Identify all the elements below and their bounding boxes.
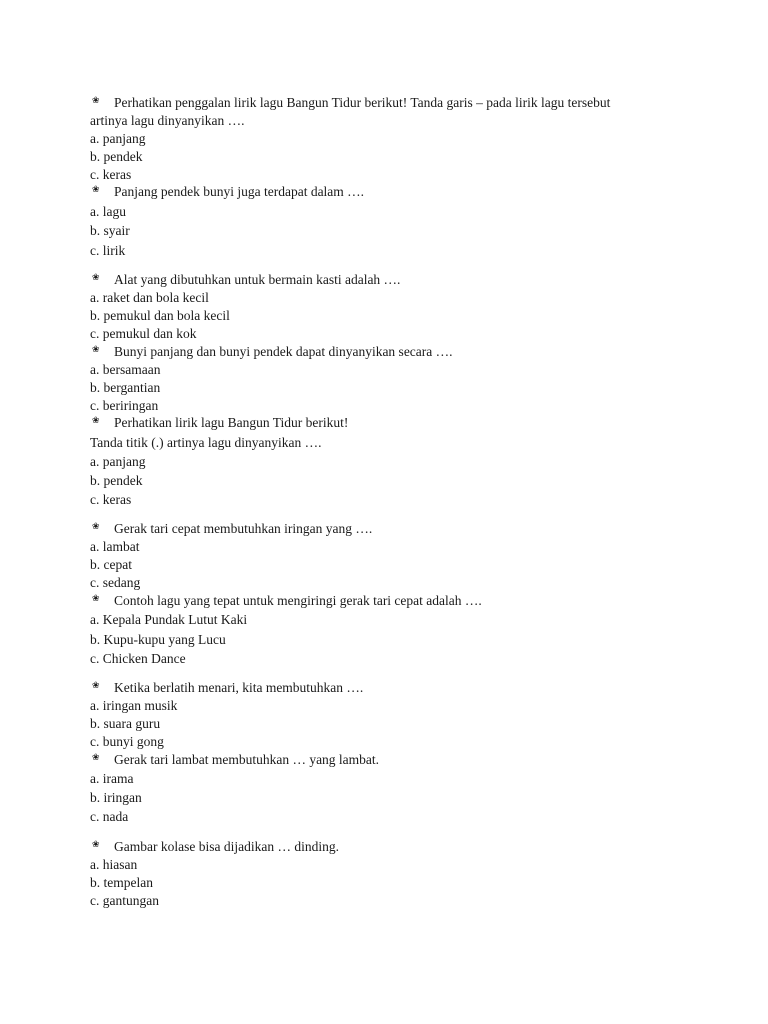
bullet-icon: ❀ xyxy=(92,752,100,762)
bullet-icon: ❀ xyxy=(92,184,100,194)
option-a: a. panjang xyxy=(90,131,146,146)
option-a: a. irama xyxy=(90,771,134,786)
option-b: b. bergantian xyxy=(90,380,161,395)
option-a: a. iringan musik xyxy=(90,698,178,713)
option-c: c. sedang xyxy=(90,575,141,590)
option-c: c. lirik xyxy=(90,243,126,258)
bullet-icon: ❀ xyxy=(92,344,100,354)
question-text: Ketika berlatih menari, kita membutuhkan …. xyxy=(114,680,364,695)
option-b: b. pendek xyxy=(90,473,143,488)
bullet-icon: ❀ xyxy=(92,95,100,105)
option-a: a. lagu xyxy=(90,204,126,219)
option-b: b. Kupu-kupu yang Lucu xyxy=(90,632,226,647)
question-continuation: Tanda titik (.) artinya lagu dinyanyikan …. xyxy=(90,435,322,450)
option-c: c. keras xyxy=(90,492,132,507)
option-c: c. gantungan xyxy=(90,893,159,908)
question-text: Gerak tari cepat membutuhkan iringan yang …. xyxy=(114,521,373,536)
option-a: a. hiasan xyxy=(90,857,138,872)
option-c: c. pemukul dan kok xyxy=(90,326,197,341)
bullet-icon: ❀ xyxy=(92,415,100,425)
question-text: Perhatikan lirik lagu Bangun Tidur berikut! xyxy=(114,415,349,430)
option-a: a. raket dan bola kecil xyxy=(90,290,209,305)
option-c: c. beriringan xyxy=(90,398,159,413)
option-a: a. lambat xyxy=(90,539,140,554)
option-b: b. suara guru xyxy=(90,716,161,731)
option-b: b. pendek xyxy=(90,149,143,164)
option-a: a. bersamaan xyxy=(90,362,161,377)
bullet-icon: ❀ xyxy=(92,680,100,690)
option-a: a. panjang xyxy=(90,454,146,469)
option-b: b. iringan xyxy=(90,790,142,805)
question-text: Alat yang dibutuhkan untuk bermain kasti adalah …. xyxy=(114,272,401,287)
option-c: c. bunyi gong xyxy=(90,734,164,749)
bullet-icon: ❀ xyxy=(92,521,100,531)
question-text: Contoh lagu yang tepat untuk mengiringi gerak tari cepat adalah …. xyxy=(114,593,482,608)
option-c: c. nada xyxy=(90,809,129,824)
bullet-icon: ❀ xyxy=(92,839,100,849)
bullet-icon: ❀ xyxy=(92,272,100,282)
question-text: Bunyi panjang dan bunyi pendek dapat dinyanyikan secara …. xyxy=(114,344,453,359)
option-c: c. Chicken Dance xyxy=(90,651,186,666)
question-text: Gerak tari lambat membutuhkan … yang lambat. xyxy=(114,752,380,767)
question-continuation: artinya lagu dinyanyikan …. xyxy=(90,113,245,128)
option-a: a. Kepala Pundak Lutut Kaki xyxy=(90,612,248,627)
question-text: Perhatikan penggalan lirik lagu Bangun Tidur berikut! Tanda garis – pada lirik lagu tersebut xyxy=(114,95,611,110)
option-b: b. cepat xyxy=(90,557,132,572)
option-c: c. keras xyxy=(90,167,132,182)
question-text: Panjang pendek bunyi juga terdapat dalam …. xyxy=(114,184,365,199)
option-b: b. tempelan xyxy=(90,875,153,890)
question-text: Gambar kolase bisa dijadikan … dinding. xyxy=(114,839,339,854)
option-b: b. syair xyxy=(90,223,130,238)
option-b: b. pemukul dan bola kecil xyxy=(90,308,230,323)
bullet-icon: ❀ xyxy=(92,593,100,603)
